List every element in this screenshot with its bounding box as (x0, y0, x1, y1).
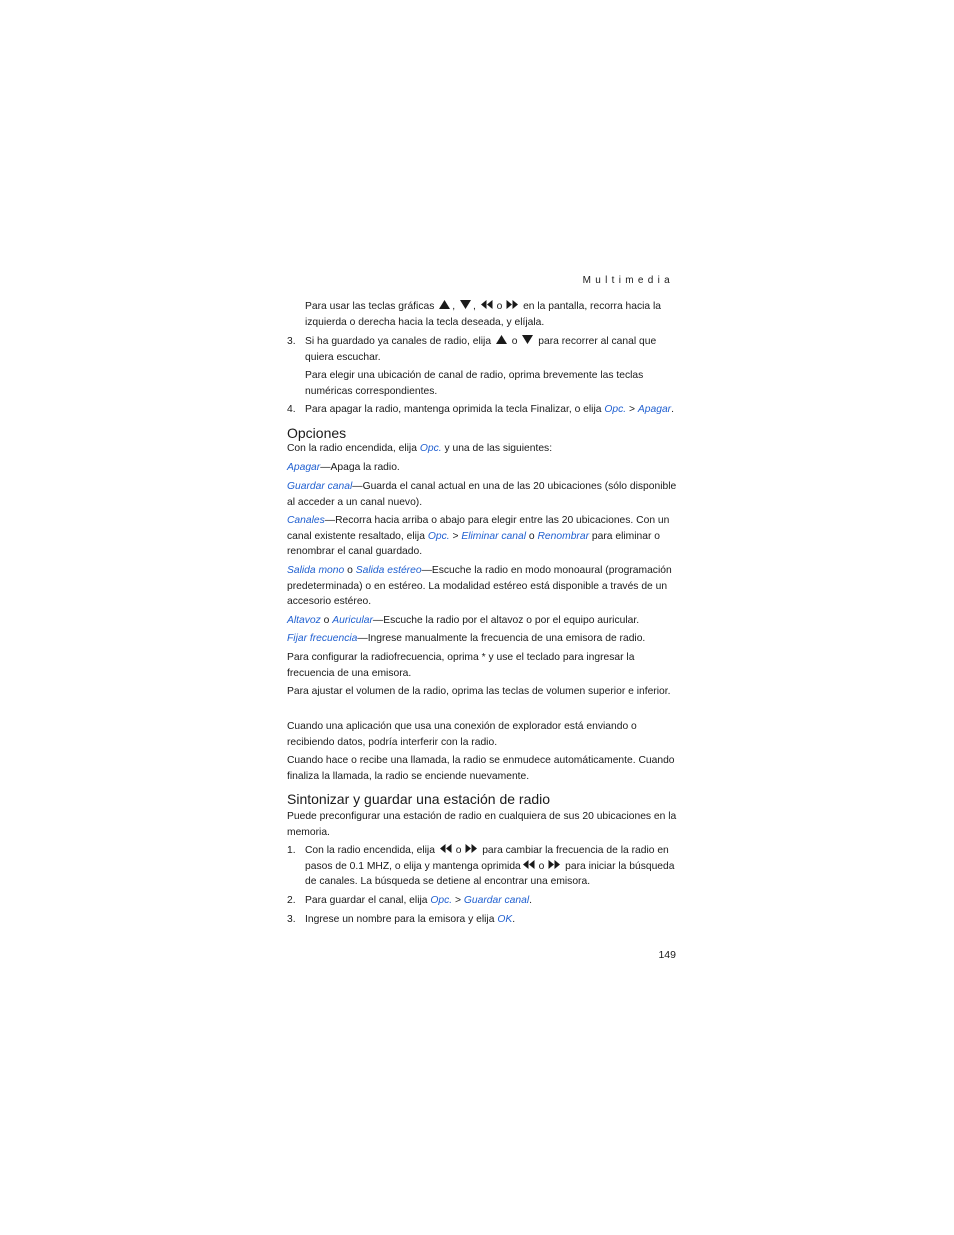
sintonizar-step-2-text (305, 893, 677, 909)
sintonizar-step-2-number: 2. (287, 895, 296, 906)
s3-end: . (512, 914, 516, 925)
running-head: Multimedia (582, 275, 674, 286)
menu-separator: > (452, 530, 459, 542)
s3-text-1: Ingrese un nombre para la emisora y elija (305, 914, 495, 925)
fijar-frecuencia-desc: —Ingrese manualmente la frecuencia de una emisora de radio. (357, 633, 646, 644)
guardar-canal-option-desc: —Guarda el canal actual en una de las 20 ubicaciones (sólo disponible al acceder a un canal nuevo). (287, 481, 677, 508)
s2-end: . (529, 895, 533, 906)
para-volumen-paragraph: Para ajustar el volumen de la radio, oprima las teclas de volumen superior e inferior. (287, 686, 671, 697)
step-4-end: . (671, 404, 674, 415)
step-3-or: o (511, 336, 518, 347)
intro-comma-1: , (452, 301, 456, 312)
up-arrow-icon (495, 334, 508, 345)
opc-link[interactable]: Opc. (427, 530, 450, 542)
option-fijar-frecuencia (287, 631, 677, 647)
salida-option-desc: —Escuche la radio en modo monoaural (programación predeterminada) o en estéreo. La modalidad estéreo está disponible a través de un accesorio estéreo. (287, 565, 672, 608)
cuando-llamada-paragraph: Cuando hace o recibe una llamada, la radio se enmudece automáticamente. Cuando finaliza la llamada, la radio se enciende nuevamente. (287, 755, 675, 782)
step-3-text (305, 334, 677, 365)
salida-or: o (347, 565, 353, 576)
option-canales (287, 513, 677, 560)
step-3-number: 3. (287, 336, 296, 347)
step-4-number: 4. (287, 404, 296, 415)
intro-text-1: Para usar las teclas gráficas (305, 301, 435, 312)
sintonizar-step-1-text (305, 843, 677, 890)
intro-paragraph (305, 299, 677, 330)
canales-option-link[interactable]: Canales (287, 515, 325, 526)
sintonizar-step-1-number: 1. (287, 845, 296, 856)
sintonizar-intro: Puede preconfigurar una estación de radio en cualquiera de sus 20 ubicaciones en la memoria. (287, 811, 677, 838)
guardar-canal-link[interactable]: Guardar canal (463, 895, 530, 906)
option-altavoz (287, 613, 677, 629)
intro-or: o (496, 301, 503, 312)
eliminar-canal-link[interactable]: Eliminar canal (461, 530, 527, 542)
ok-link[interactable]: OK (497, 914, 513, 925)
salida-mono-link[interactable]: Salida mono (287, 565, 345, 576)
s1-or-2: o (538, 860, 545, 872)
intro-comma-2: , (472, 301, 476, 312)
altavoz-option-desc: —Escuche la radio por el altavoz o por el equipo auricular. (372, 615, 640, 626)
s1-text-1: Con la radio encendida, elija (305, 845, 435, 856)
fast-forward-icon (465, 843, 478, 854)
opc-link[interactable]: Opc. (419, 443, 442, 454)
s1-or-1: o (455, 845, 462, 856)
altavoz-link[interactable]: Altavoz (287, 615, 321, 626)
menu-separator: > (629, 404, 636, 415)
para-configurar-paragraph: Para configurar la radiofrecuencia, oprima * y use el teclado para ingresar la frecuencia de una emisora. (287, 652, 635, 679)
s2-text-1: Para guardar el canal, elija (305, 895, 428, 906)
sintonizar-step-3-number: 3. (287, 914, 296, 925)
opc-link[interactable]: Opc. (604, 404, 627, 415)
fast-forward-icon (506, 299, 519, 310)
menu-separator: > (455, 895, 462, 906)
down-arrow-icon (521, 334, 534, 345)
apagar-option-link[interactable]: Apagar (287, 462, 321, 473)
step-4-text-1: Para apagar la radio, mantenga oprimida la tecla Finalizar, o elija (305, 404, 602, 415)
apagar-option-desc: —Apaga la radio. (320, 462, 400, 473)
canales-option-desc-2: para eliminar o renombrar el canal guardado. (287, 530, 660, 558)
opciones-intro-text-1: Con la radio encendida, elija (287, 443, 417, 454)
up-arrow-icon (438, 299, 451, 310)
s1-text-2: para cambiar la frecuencia de la radio en pasos de 0.1 MHZ, o elija y mantenga oprimida (305, 845, 669, 872)
fast-forward-icon (548, 859, 561, 870)
salida-estereo-link[interactable]: Salida estéreo (355, 565, 422, 576)
canales-or: o (528, 530, 535, 542)
step-3-extra: Para elegir una ubicación de canal de radio, oprima brevemente las teclas numéricas correspondientes. (305, 370, 644, 397)
rewind-icon (522, 859, 535, 870)
apagar-link[interactable]: Apagar (637, 404, 672, 415)
rewind-icon (439, 843, 452, 854)
guardar-canal-option-link[interactable]: Guardar canal (287, 481, 353, 492)
page-number: 149 (658, 949, 676, 961)
s1-text-3: para iniciar la búsqueda de canales. La búsqueda se detiene al encontrar una emisora. (305, 860, 675, 888)
sintonizar-heading: Sintonizar y guardar una estación de radio (287, 791, 551, 807)
opciones-intro (287, 441, 677, 457)
sintonizar-step-3-text (305, 912, 677, 928)
altavoz-or: o (323, 615, 330, 626)
rewind-icon (480, 299, 493, 310)
fijar-frecuencia-link[interactable]: Fijar frecuencia (287, 633, 358, 644)
option-guardar-canal (287, 479, 677, 510)
option-apagar (287, 460, 677, 476)
renombrar-link[interactable]: Renombrar (537, 530, 590, 542)
canales-option-desc-1: —Recorra hacia arriba o abajo para elegir entre las 20 ubicaciones. Con un canal existente resaltado, elija (287, 515, 670, 542)
down-arrow-icon (459, 299, 472, 310)
intro-text-2: en la pantalla, recorra hacia la izquierda o derecha hacia la tecla deseada, y elíjala. (305, 301, 662, 328)
opciones-heading: Opciones (287, 425, 347, 441)
cuando-aplicacion-paragraph: Cuando una aplicación que usa una conexión de explorador está enviando o recibiendo datos, podría interferir con la radio. (287, 721, 637, 748)
option-salida (287, 563, 677, 610)
opciones-intro-text-2: y una de las siguientes: (444, 443, 553, 454)
step-3-text-2: para recorrer al canal que quiera escuchar. (305, 336, 657, 363)
auricular-link[interactable]: Auricular (332, 615, 373, 626)
step-3-text-1: Si ha guardado ya canales de radio, elija (305, 336, 492, 347)
step-4-text (305, 402, 677, 418)
opc-link[interactable]: Opc. (430, 895, 453, 906)
